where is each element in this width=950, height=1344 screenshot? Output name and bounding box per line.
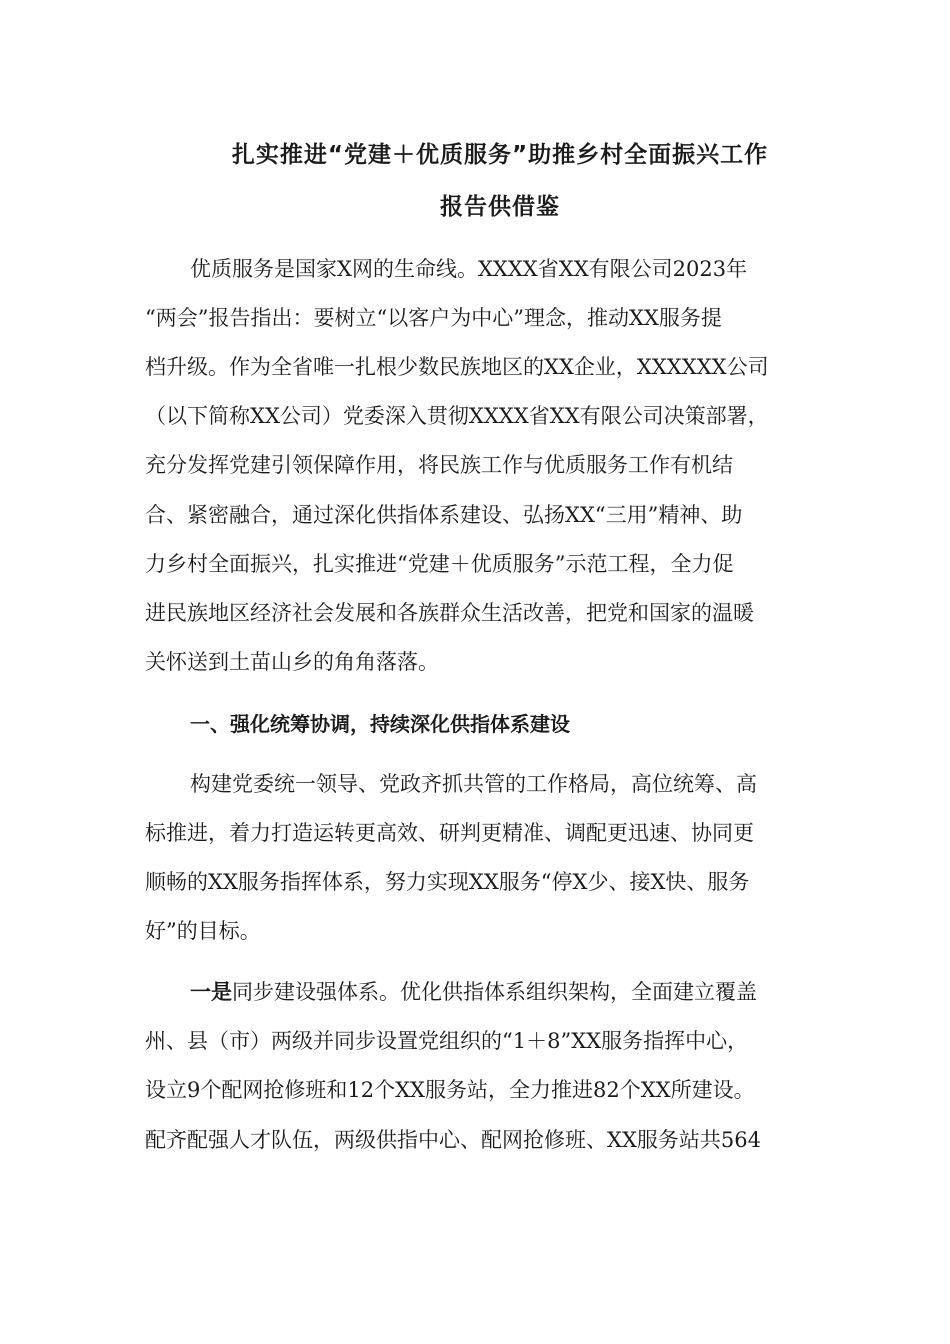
section-line: 顺畅的XX服务指挥体系，努力实现XX服务“停X少、接X快、服务 (145, 870, 750, 894)
intro-line: 力乡村全面振兴，扎实推进“党建＋优质服务”示范工程，全力促 (145, 552, 734, 576)
point-line: 州、县（市）两级并同步设置党组织的“1＋8”XX服务指挥中心， (145, 1029, 749, 1053)
section-heading: 一、强化统筹协调，持续深化供指体系建设 (190, 712, 570, 736)
point-text: 同步建设强体系。优化供指体系组织架构，全面建立覆盖 (232, 980, 757, 1004)
intro-line: “两会”报告指出：要树立“以客户为中心”理念，推动XX服务提 (145, 306, 722, 330)
section-line: 构建党委统一领导、党政齐抓共管的工作格局，高位统筹、高 (190, 772, 757, 796)
point-line: 配齐配强人才队伍，两级供指中心、配网抢修班、XX服务站共564 (145, 1128, 761, 1152)
point-lead: 一是 (190, 980, 232, 1004)
point-line (190, 978, 815, 1006)
section-line: 好”的目标。 (145, 919, 261, 943)
intro-line: 合、紧密融合，通过深化供指体系建设、弘扬XX“三用”精神、助 (145, 503, 743, 527)
document-title-line-2: 报告供借鉴 (440, 194, 560, 220)
point-line: 设立9个配网抢修班和12个XX服务站，全力推进82个XX所建设。 (145, 1078, 755, 1102)
intro-line: 充分发挥党建引领保障作用，将民族工作与优质服务工作有机结 (145, 453, 733, 477)
intro-line: 进民族地区经济社会发展和各族群众生活改善，把党和国家的温暖 (145, 601, 754, 625)
intro-line: 档升级。作为全省唯一扎根少数民族地区的XX企业，XXXXXX公司 (145, 355, 769, 379)
section-line: 标推进，着力打造运转更高效、研判更精准、调配更迅速、协同更 (145, 821, 754, 845)
document-title-line-1: 扎实推进“党建＋优质服务”助推乡村全面振兴工作 (231, 142, 769, 168)
intro-line: 优质服务是国家X网的生命线。XXXX省XX有限公司2023年 (190, 257, 748, 281)
intro-line: 关怀送到土苗山乡的角角落落。 (145, 650, 439, 674)
intro-line: （以下简称XX公司）党委深入贯彻XXXX省XX有限公司决策部署， (145, 404, 769, 428)
